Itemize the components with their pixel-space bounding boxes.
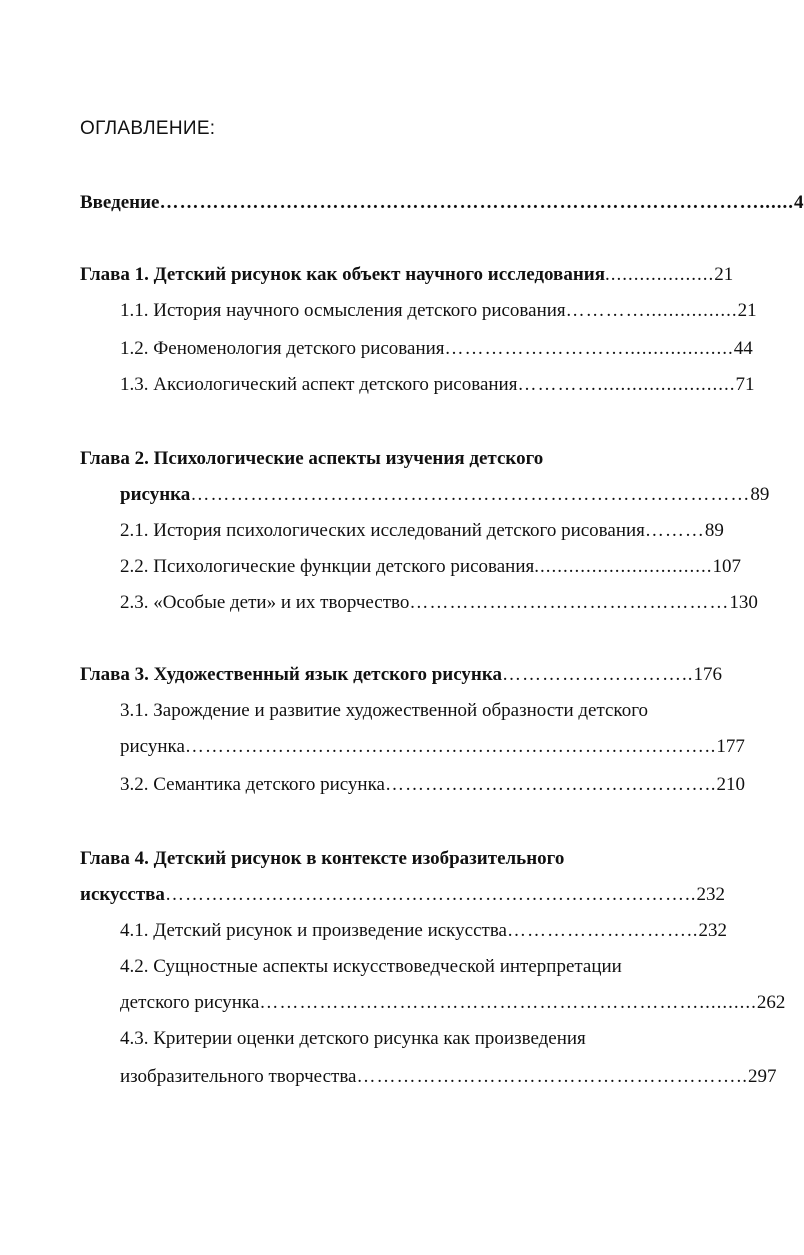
dot-leader: ……………………………………………………………………..	[184, 736, 717, 757]
page-number: 4	[794, 192, 804, 213]
page-number: 89	[704, 520, 724, 541]
toc-heading: ОГЛАВЛЕНИЕ:	[80, 118, 216, 139]
toc-entry-3-1[interactable]	[120, 734, 750, 760]
dot-leader: …………………………………………..	[384, 774, 717, 795]
entry-title: 2.1. История психологических исследований детского рисования	[120, 520, 645, 541]
entry-title: Глава 4. Детский рисунок в контексте изобразительного	[80, 848, 565, 869]
page-number: 297	[747, 1066, 777, 1087]
toc-entry-2-2[interactable]	[120, 554, 750, 580]
dot-leader: ………	[644, 520, 705, 541]
toc-entry-4-3-title[interactable]	[120, 1026, 750, 1052]
entry-title: 4.3. Критерии оценки детского рисунка как произведения	[120, 1028, 586, 1049]
entry-title: рисунка	[120, 736, 185, 757]
page-number: 232	[698, 920, 727, 941]
dot-leader: ...............................	[534, 556, 713, 577]
entry-title: 2.2. Психологические функции детского рисования	[120, 556, 535, 577]
toc-entry-1-1[interactable]	[120, 298, 757, 324]
dot-leader: …………………………………………………..	[356, 1066, 748, 1087]
toc-entry-4-2-title[interactable]	[120, 954, 750, 980]
page-number: 130	[729, 592, 758, 613]
entry-title: 4.2. Сущностные аспекты искусствоведческой интерпретации	[120, 956, 622, 977]
toc-entry-chapter-4-title[interactable]	[80, 846, 750, 872]
dot-leader: ………………………..	[506, 920, 699, 941]
entry-title: 3.2. Семантика детского рисунка	[120, 774, 385, 795]
dot-leader: ………………………..	[502, 664, 694, 685]
toc-entry-3-1-title[interactable]	[120, 698, 750, 724]
dot-leader: ………………………………………………………………………………......	[159, 192, 794, 213]
page-number: 176	[693, 664, 723, 685]
dot-leader: ………………………...................	[444, 338, 734, 359]
dot-leader: ……………………………………………………………………..	[164, 884, 697, 905]
toc-entry-chapter-1[interactable]	[80, 262, 750, 288]
toc-entry-chapter-4[interactable]	[80, 882, 750, 908]
toc-entry-chapter-2-title[interactable]	[80, 446, 750, 472]
page-number: 232	[696, 884, 725, 905]
toc-entry-2-1[interactable]	[120, 518, 750, 544]
toc-entry-1-2[interactable]	[120, 336, 753, 362]
page-number: 262	[756, 992, 786, 1013]
toc-entry-4-1[interactable]	[120, 918, 750, 944]
page-number: 177	[716, 736, 745, 757]
toc-entry-1-3[interactable]	[120, 372, 755, 398]
toc-entry-chapter-3[interactable]	[80, 662, 750, 688]
toc-entry-4-3[interactable]	[120, 1064, 777, 1090]
page-number: 107	[712, 556, 741, 577]
page-number: 210	[716, 774, 745, 795]
entry-title: 3.1. Зарождение и развитие художественной образности детского	[120, 700, 649, 721]
dot-leader: ...................	[605, 264, 715, 285]
entry-title: искусства	[80, 884, 165, 905]
entry-title: Глава 3. Художественный язык детского рисунка	[80, 664, 503, 685]
page-number: 21	[714, 264, 734, 285]
entry-title: детского рисунка	[120, 992, 260, 1013]
entry-title: Введение	[80, 192, 160, 213]
entry-title: 1.3. Аксиологический аспект детского рисования	[120, 374, 518, 395]
dot-leader: …………………………………………………………..........	[259, 992, 757, 1013]
entry-title: рисунка	[120, 484, 191, 505]
toc-entry-chapter-2[interactable]	[120, 482, 770, 508]
entry-title: изобразительного творчества	[120, 1066, 357, 1087]
entry-title: 2.3. «Особые дети» и их творчество	[120, 592, 410, 613]
toc-entry-2-3[interactable]	[120, 590, 758, 616]
entry-title: Глава 1. Детский рисунок как объект научного исследования	[80, 264, 605, 285]
entry-title: 4.1. Детский рисунок и произведение искусства	[120, 920, 507, 941]
dot-leader: …………………………………………………………………………	[190, 484, 751, 505]
page-number: 71	[735, 374, 755, 395]
page-number: 44	[733, 338, 753, 359]
toc-entry-intro[interactable]	[80, 190, 804, 216]
toc-entry-4-2[interactable]	[120, 990, 786, 1016]
dot-leader: …………........................	[517, 374, 736, 395]
toc-entry-3-2[interactable]	[120, 772, 750, 798]
dot-leader: …………................	[565, 300, 738, 321]
dot-leader: …………………………………………	[409, 592, 730, 613]
page-number: 89	[750, 484, 770, 505]
entry-title: 1.2. Феноменология детского рисования	[120, 338, 445, 359]
entry-title: Глава 2. Психологические аспекты изучения детского	[80, 448, 544, 469]
entry-title: 1.1. История научного осмысления детского рисования	[120, 300, 566, 321]
page-number: 21	[737, 300, 757, 321]
